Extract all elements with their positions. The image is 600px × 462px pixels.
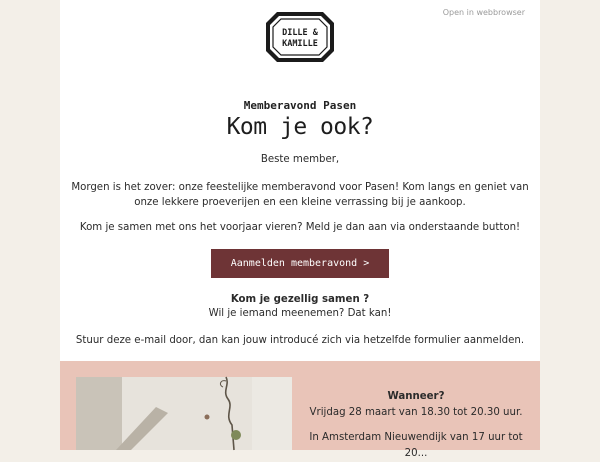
logo-text-line1: DILLE & [282, 28, 318, 38]
brand-logo[interactable] [265, 11, 335, 63]
event-when: Vrijdag 28 maart van 18.30 tot 20.30 uur. [309, 407, 523, 418]
email-body [60, 0, 540, 459]
event-title: Wanneer? [387, 391, 445, 402]
event-where: In Amsterdam Nieuwendijk van 17 uur tot 20... [309, 432, 523, 459]
signup-button[interactable]: Aanmelden memberavond > [211, 249, 389, 278]
signup-paragraph: Kom je samen met ons het voorjaar vieren? Meld je dan aan via onderstaande button! [79, 222, 521, 233]
headline: Kom je ook? [226, 114, 374, 140]
open-in-webbrowser-link[interactable]: Open in webbrowser [442, 8, 525, 17]
together-title: Kom je gezellig samen ? [230, 294, 370, 305]
logo-text-line2: KAMILLE [282, 39, 318, 49]
together-line: Wil je iemand meenemen? Dat kan! [208, 308, 392, 319]
easter-decoration-photo [76, 377, 292, 450]
eyebrow-title: Memberavond Pasen [243, 99, 357, 112]
greeting-text: Beste member, [260, 154, 340, 165]
event-info-section [60, 361, 540, 459]
forward-text: Stuur deze e-mail door, dan kan jouw introducé zich via hetzelfde formulier aanmelden. [75, 335, 525, 346]
event-details [300, 389, 532, 462]
intro-paragraph: Morgen is het zover: onze feestelijke memberavond voor Pasen! Kom langs en geniet van onze lekkere proeverijen en een kleine verrassing bij je aankoop. [71, 182, 529, 208]
